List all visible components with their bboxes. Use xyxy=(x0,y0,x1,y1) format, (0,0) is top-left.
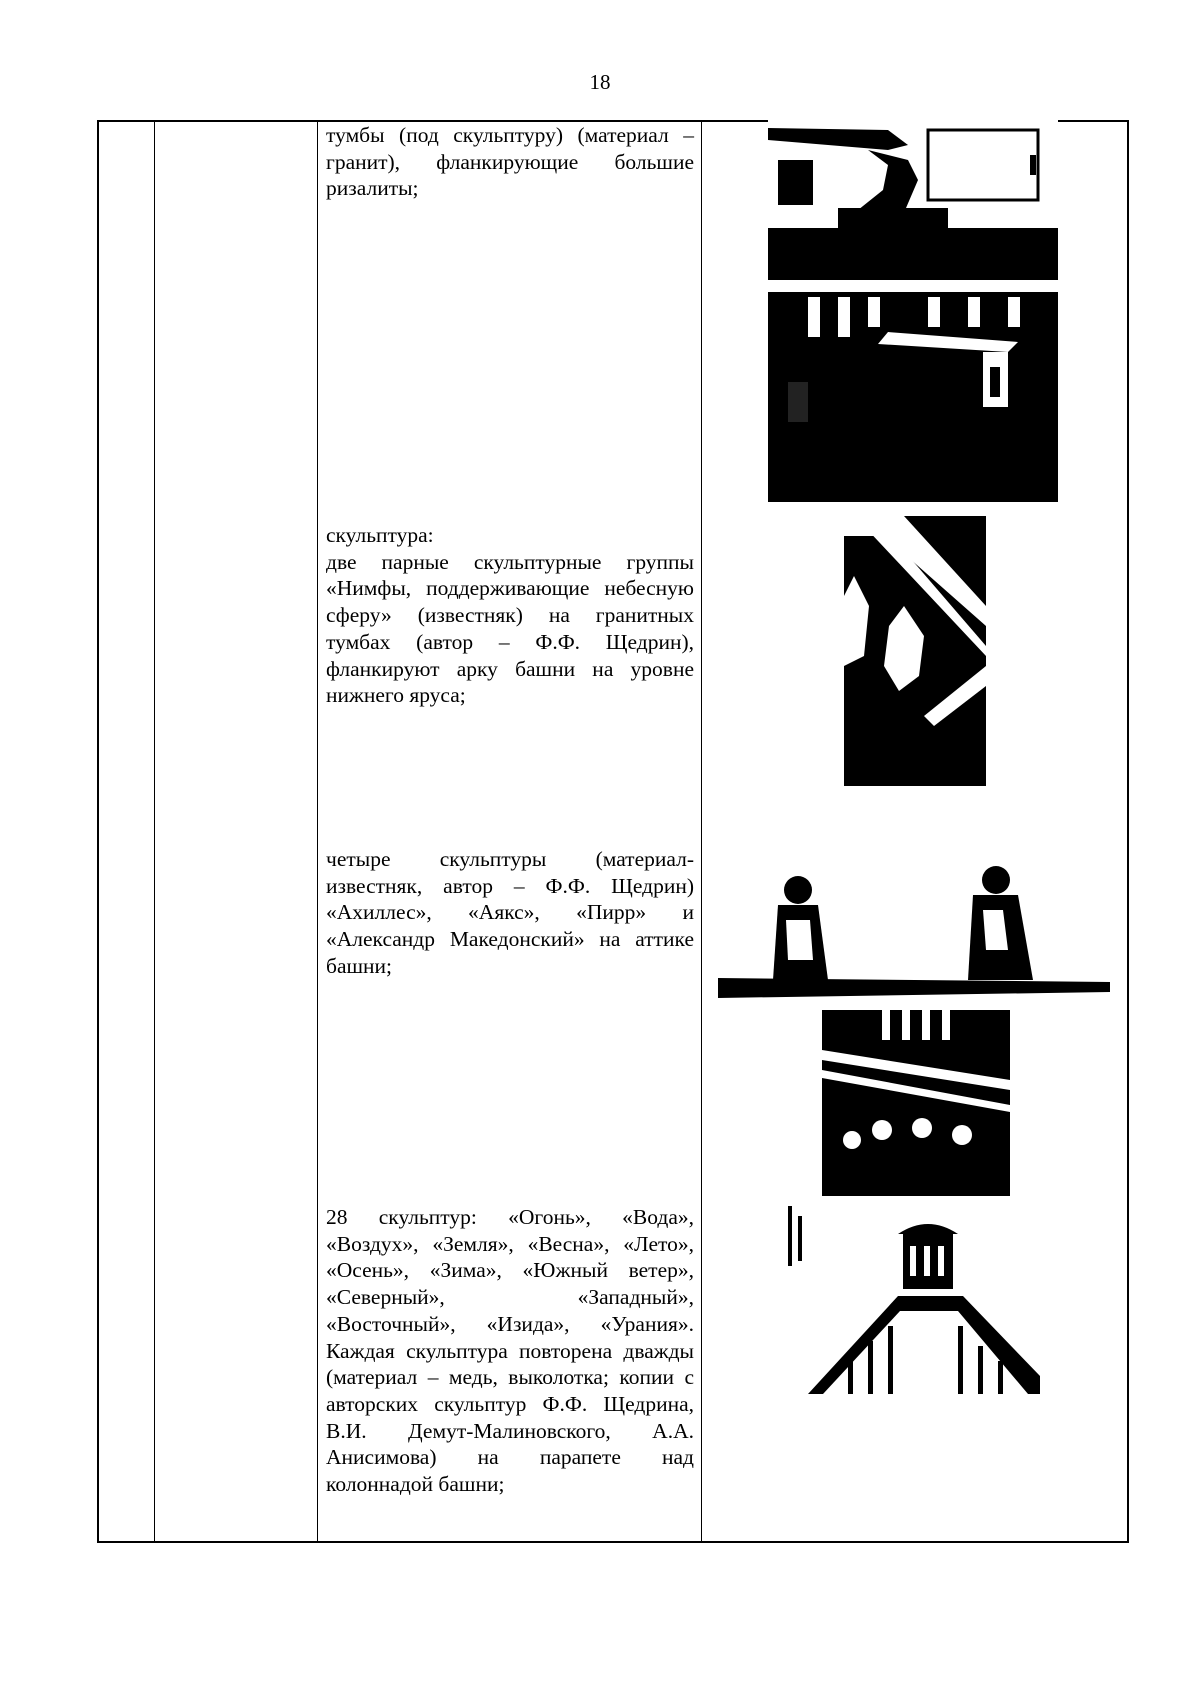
tower-colonnade-photo xyxy=(788,1206,1040,1394)
column-divider-1 xyxy=(154,122,155,1541)
row-3-text: четыре скульптуры (материал-известняк, автор – Ф.Ф. Щедрин) «Ахиллес», «Аякс», «Пирр» и «Александр Македонский» на аттике башни; xyxy=(326,847,694,978)
row-2-description xyxy=(326,522,694,709)
pedestal-sculpture-photo xyxy=(768,120,1058,280)
row-1-text: тумбы (под скульптуру) (материал – гранит), фланкирующие большие ризалиты; xyxy=(326,123,694,201)
row-2-text: две парные скульптурные группы «Нимфы, поддерживающие небесную сферу» (известняк) на гранитных тумбах (автор – Ф.Ф. Щедрин), фланкируют арку башни на уровне нижнего яруса; xyxy=(326,549,694,708)
risalit-facade-photo xyxy=(768,292,1058,502)
row-4-text: 28 скульптур: «Огонь», «Вода», «Воздух», «Земля», «Весна», «Лето», «Осень», «Зима», «Южный ветер», «Северный», «Западный», «Восточный», «Изида», «Урания». Каждая скульптура повторена дважды (материал – медь, выколотка; копии с авторских скульптур Ф.Ф. Щедрина, В.И. Демут-Малиновского, А.А. Анисимова) на парапете над колоннадой башни; xyxy=(326,1205,694,1497)
row-1-description xyxy=(326,122,694,202)
row-4-description xyxy=(326,1204,694,1498)
attic-statues-photo xyxy=(718,850,1110,1000)
nymphs-group-photo xyxy=(844,516,986,786)
page-number: 18 xyxy=(589,70,611,94)
tower-attic-photo xyxy=(822,1010,1010,1196)
row-3-description xyxy=(326,846,694,980)
row-2-heading: скульптура: xyxy=(326,523,434,547)
column-divider-2 xyxy=(317,122,318,1541)
column-divider-3 xyxy=(701,122,702,1541)
